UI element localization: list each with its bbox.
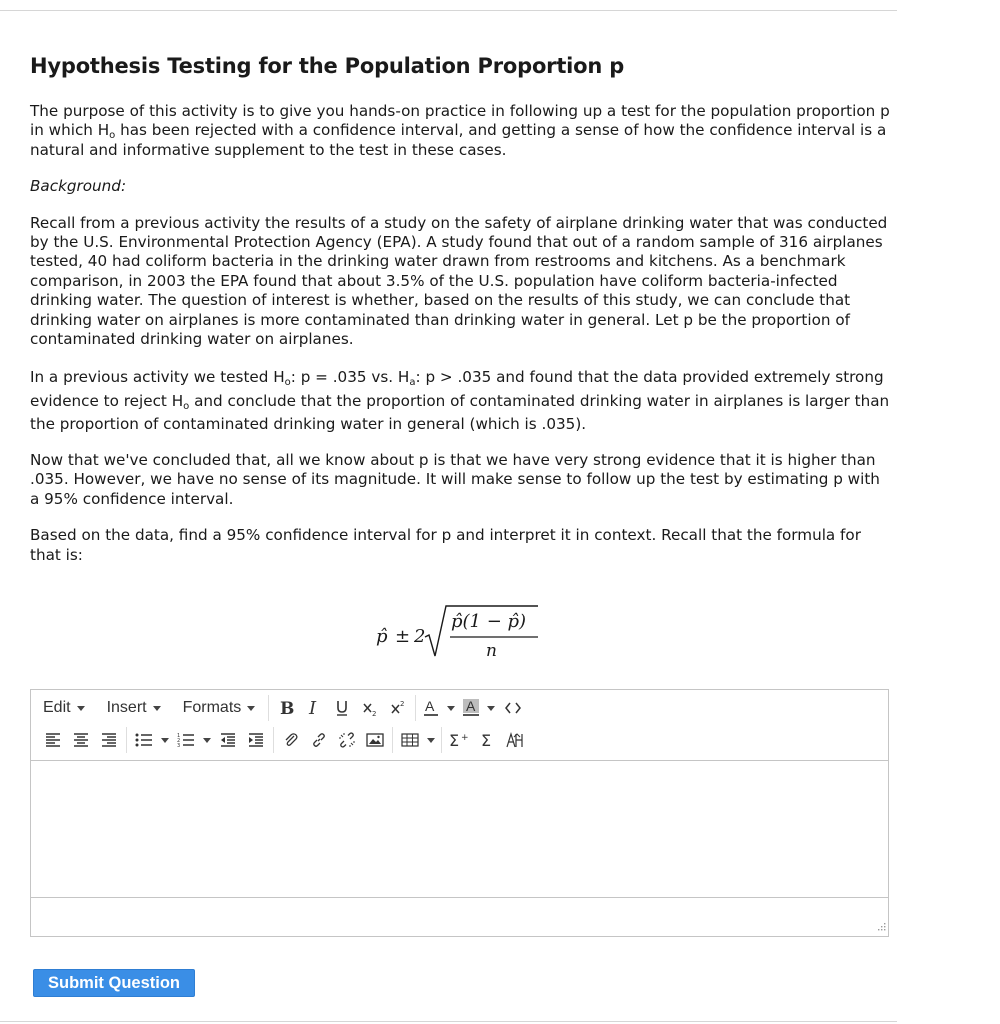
svg-text:A: A [466,698,476,714]
background-color-dropdown[interactable] [483,694,499,722]
background-color-button[interactable] [459,694,483,722]
align-left-icon [45,733,61,747]
chevron-down-icon [447,706,455,711]
outdent-button[interactable] [214,726,242,754]
toolbar-separator [392,727,393,753]
toolbar-separator [415,695,416,721]
chevron-down-icon [161,738,169,743]
underline-button[interactable] [328,694,356,722]
formula-p-hat: p̂ [376,626,388,647]
background-paragraph: Recall from a previous activity the results of a study on the safety of airplane drinking water that was conducted by the U.S. Environmental Protection Agency (EPA). A study found that out of a random sample of 316 airplanes tested, 40 had coliform bacteria in the drinking water drawn from restrooms and kitchens. As a benchmark comparison, in 2003 the EPA found that about 3.5% of the U.S. population have coliform bacteria-infected drinking water. The question of interest is whether, based on the results of this study, we can conclude that drinking water on airplanes is more contaminated than drinking water in general. Let p be the proportion of contaminated drinking water on airplanes. [30,213,888,349]
submit-question-button[interactable]: Submit Question [33,969,195,997]
align-left-button[interactable] [39,726,67,754]
formats-menu[interactable]: Formats [171,699,266,717]
svg-text:Σ: Σ [481,731,492,749]
chevron-down-icon [77,706,85,711]
formula-two: 2 [414,626,426,647]
svg-text:2: 2 [372,710,377,717]
numbered-list-button[interactable] [172,726,200,754]
unlink-icon [338,732,356,748]
table-icon [401,733,419,747]
chevron-down-icon [153,706,161,711]
align-right-button[interactable] [95,726,123,754]
svg-text:B: B [280,699,295,717]
intro-paragraph: The purpose of this activity is to give you hands-on practice in following up a test for the population proportion p in which $H_o$ has been rejected with a confidence interval, and getting a sense of how the confidence interval is a natural and informative supplement to the test in these cases. [30,102,890,159]
chemistry-icon [505,731,525,749]
svg-text:1: 1 [177,733,181,739]
svg-text:A: A [425,698,435,714]
chevron-down-icon [203,738,211,743]
outdent-icon [220,733,236,747]
bold-button[interactable] [272,694,300,722]
remove-link-button[interactable] [333,726,361,754]
conclusion-paragraph: Now that we've concluded that, all we know about p is that we have very strong evidence that it is higher than .035. However, we have no sense of its magnitude. It will make sense to follow up the test by estimating p with a 95% confidence interval. [30,450,880,508]
toolbar-row-1 [31,693,527,723]
toolbar-separator [268,695,269,721]
equation-editor-button[interactable] [473,726,501,754]
insert-table-button[interactable] [396,726,424,754]
chevron-down-icon [487,706,495,711]
align-center-icon [73,733,89,747]
text-color-icon [422,698,440,718]
insert-table-dropdown[interactable] [424,726,438,754]
svg-text:3: 3 [177,743,181,747]
bottom-divider [0,1021,897,1022]
formula-plus-minus: ± [395,626,411,647]
previous-test-paragraph: In a previous activity we tested $H_o$: p = .035 vs. $H_a$: p > .035 and found that the data provided extremely strong evidence to reject $H_o$ and conclude that the proportion of contaminated drinking water in airplanes is larger than the proportion of contaminated drinking water in general (which is .035). [30,368,890,434]
resize-handle-icon[interactable] [874,921,886,933]
attach-file-button[interactable] [277,726,305,754]
insert-menu[interactable]: Insert [95,699,171,717]
text-color-dropdown[interactable] [443,694,459,722]
editor-text-area[interactable] [31,761,888,898]
svg-text:2: 2 [400,700,405,708]
editor-toolbar [31,690,888,761]
align-right-icon [101,733,117,747]
rich-text-editor [30,689,889,937]
bullet-list-dropdown[interactable] [158,726,172,754]
background-label: Background: [30,177,127,196]
sigma-plus-icon [448,731,470,749]
background-color-icon [462,698,480,718]
bullet-list-icon [135,733,153,747]
toolbar-separator [273,727,274,753]
image-icon [366,733,384,747]
numbered-list-icon [177,733,195,747]
superscript-button[interactable] [384,694,412,722]
toolbar-separator [441,727,442,753]
chemistry-editor-button[interactable] [501,726,529,754]
sigma-icon [479,731,495,749]
italic-icon [306,699,322,717]
question-content [30,54,890,582]
formula-denominator: n [486,641,497,660]
indent-button[interactable] [242,726,270,754]
confidence-interval-formula [372,600,552,660]
italic-button[interactable] [300,694,328,722]
svg-text:+: + [461,733,469,743]
chevron-down-icon [247,706,255,711]
text-color-button[interactable] [419,694,443,722]
svg-text:Σ: Σ [449,731,460,749]
indent-icon [248,733,264,747]
subscript-button[interactable] [356,694,384,722]
edit-menu[interactable]: Edit [31,699,95,717]
superscript-icon [389,699,407,717]
underline-icon [334,699,350,717]
top-divider [0,10,897,11]
code-icon [504,701,522,715]
link-icon [311,732,327,748]
page-title: Hypothesis Testing for the Population Proportion p [30,54,625,78]
bullet-list-button[interactable] [130,726,158,754]
bold-icon [278,699,294,717]
numbered-list-dropdown[interactable] [200,726,214,754]
svg-text:I: I [309,699,317,717]
paperclip-icon [283,732,299,748]
subscript-icon [361,699,379,717]
insert-link-button[interactable] [305,726,333,754]
toolbar-row-2 [31,725,529,755]
task-paragraph: Based on the data, find a 95% confidence interval for p and interpret it in context. Recall that the formula for that is: [30,526,861,564]
insert-formula-button[interactable] [445,726,473,754]
align-center-button[interactable] [67,726,95,754]
editor-status-bar [31,898,888,935]
toolbar-separator [126,727,127,753]
source-code-button[interactable] [499,694,527,722]
svg-text:2: 2 [177,738,181,744]
formula-numerator: p̂(1 − p̂) [451,611,527,632]
insert-image-button[interactable] [361,726,389,754]
chevron-down-icon [427,738,435,743]
